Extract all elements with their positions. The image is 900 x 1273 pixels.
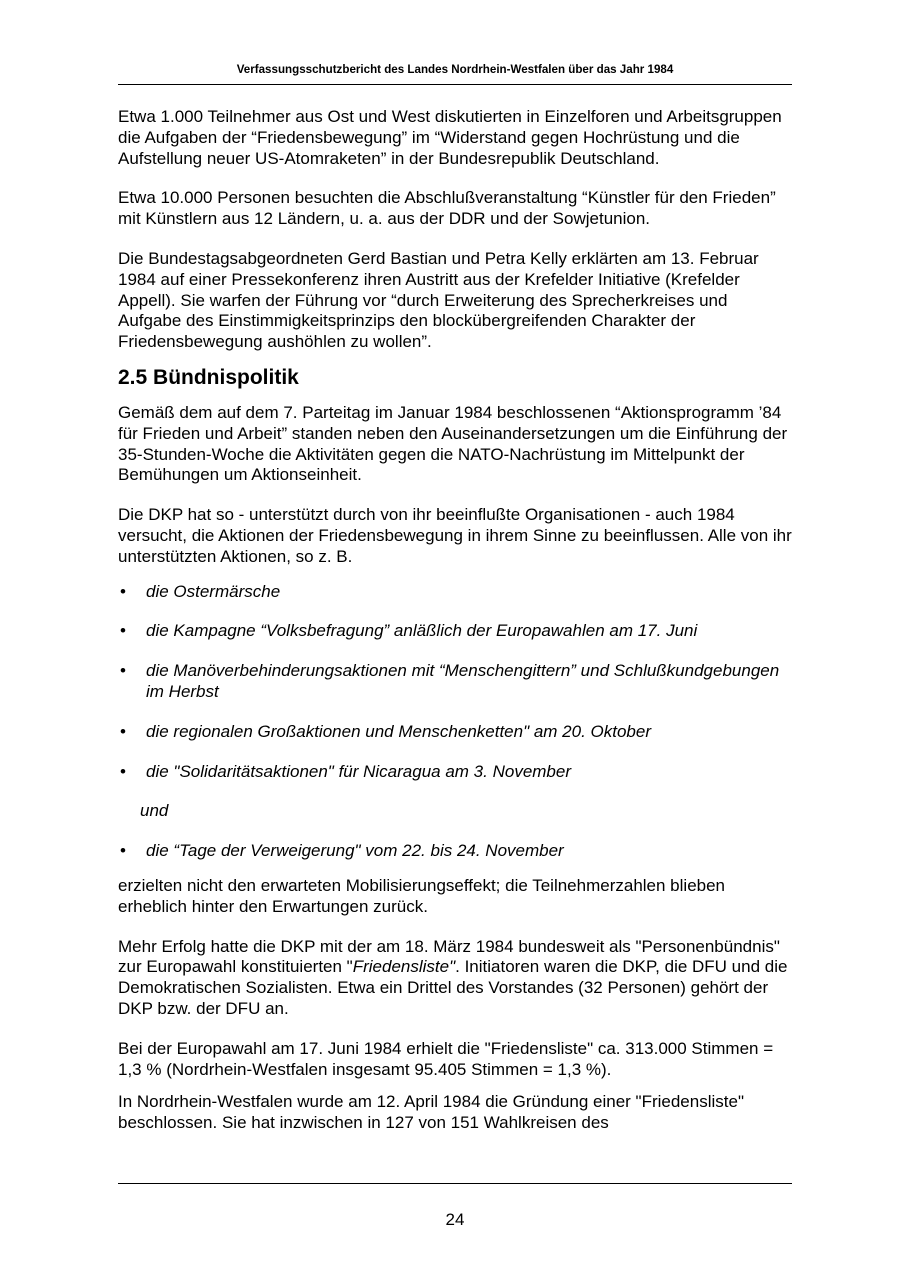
header-rule: [118, 84, 792, 85]
paragraph: Etwa 1.000 Teilnehmer aus Ost und West diskutierten in Einzelforen und Arbeitsgruppen die Aufgaben der “Friedensbewegung” im “Widerstand gegen Hochrüstung und die Aufstellung neuer US-Atomraketen” in der Bundesrepublik Deutschland.: [118, 107, 782, 168]
list-item: [118, 582, 792, 603]
bullet-icon: •: [120, 621, 126, 641]
list-item: [118, 621, 792, 642]
list-item-text: die regionalen Großaktionen und Menschenketten" am 20. Oktober: [146, 721, 652, 741]
list-item: [118, 661, 792, 703]
list-connector: und: [140, 801, 169, 821]
paragraph: Die DKP hat so - unterstützt durch von ihr beeinflußte Organisationen - auch 1984 versucht, die Aktionen der Friedensbewegung in ihrem Sinne zu beeinflussen. Alle von ihr unterstützten Aktionen, so z. B.: [118, 505, 792, 566]
paragraph: [118, 937, 792, 1020]
list-item-text: die "Solidaritätsaktionen" für Nicaragua am 3. November: [146, 761, 571, 781]
action-list-continued: [118, 841, 792, 862]
list-item: [118, 841, 792, 862]
list-item-text: die Manöverbehinderungsaktionen mit “Menschengittern” und Schlußkundgebungen im Herbst: [146, 661, 780, 701]
bullet-icon: •: [120, 841, 126, 861]
list-item: [118, 722, 792, 743]
paragraph: Gemäß dem auf dem 7. Parteitag im Januar 1984 beschlossenen “Aktionsprogramm ’84 für Frieden und Arbeit” standen neben den Auseinandersetzungen um die Einführung der 35-Stunden-Woche die Aktivitäten gegen die NATO-Nachrüstung im Mittelpunkt der Bemühungen um Aktionseinheit.: [118, 402, 788, 485]
list-item-text: die Kampagne “Volksbefragung” anläßlich der Europawahlen am 17. Juni: [146, 621, 698, 641]
paragraph: Etwa 10.000 Personen besuchten die Abschlußveranstaltung “Künstler für den Frieden” mit Künstlern aus 12 Ländern, u. a. aus der DDR und der Sowjetunion.: [118, 188, 776, 229]
paragraph-emphasis: Friedensliste": [352, 957, 456, 977]
list-item: [118, 762, 792, 783]
list-item-text: die “Tage der Verweigerung" vom 22. bis 24. November: [146, 841, 564, 861]
page-number: 24: [445, 1210, 465, 1229]
page-body: [118, 107, 792, 1134]
bullet-icon: •: [120, 581, 126, 601]
bullet-icon: •: [120, 661, 126, 681]
paragraph: Bei der Europawahl am 17. Juni 1984 erhielt die "Friedensliste" ca. 313.000 Stimmen = 1,3 % (Nordrhein-Westfalen insgesamt 95.405 Stimmen = 1,3 %).: [118, 1038, 774, 1079]
list-item-text: die Ostermärsche: [146, 581, 281, 601]
paragraph-text: Mehr Erfolg hatte die DKP mit der am 18. März 1984 bundesweit als "Personenbündnis" zur Europawahl konstituierten ": [118, 936, 780, 977]
paragraph: erzielten nicht den erwarteten Mobilisierungseffekt; die Teilnehmerzahlen blieben erheblich hinter den Erwartungen zurück.: [118, 875, 726, 916]
section-heading: 2.5 Bündnispolitik: [118, 365, 299, 389]
footer-rule: [118, 1183, 792, 1184]
action-list: [118, 582, 792, 783]
bullet-icon: •: [120, 721, 126, 741]
paragraph-text: . Initiatoren waren die DKP, die DFU und die Demokratischen Sozialisten. Etwa ein Drittel des Vorstandes (32 Personen) gehört der DKP bzw. der DFU an.: [118, 957, 788, 1018]
paragraph: In Nordrhein-Westfalen wurde am 12. April 1984 die Gründung einer "Friedensliste" beschlossen. Sie hat inzwischen in 127 von 151 Wahlkreisen des: [118, 1092, 744, 1133]
bullet-icon: •: [120, 761, 126, 781]
paragraph: Die Bundestagsabgeordneten Gerd Bastian und Petra Kelly erklärten am 13. Februar 1984 auf einer Pressekonferenz ihren Austritt aus der Krefelder Initiative (Krefelder Appell). Sie warfen der Führung vor “durch Erweiterung des Sprecherkreises und Aufgabe des Einstimmigkeitsprinzips den blockübergreifenden Charakter der Friedensbewegung aushöhlen zu wollen”.: [118, 248, 759, 352]
running-header: Verfassungsschutzbericht des Landes Nordrhein-Westfalen über das Jahr 1984: [236, 63, 674, 76]
